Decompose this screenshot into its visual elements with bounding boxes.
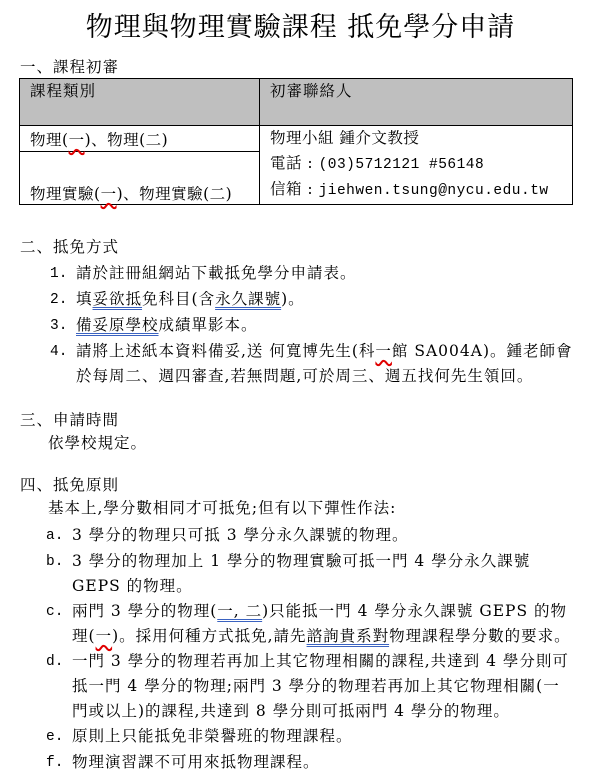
email-value: jiehwen.tsung@nycu.edu.tw: [318, 183, 549, 199]
list-marker: e.: [46, 728, 64, 745]
contact-name: 物理小組 鍾介文教授: [270, 129, 420, 147]
section1-heading: 一、課程初審: [20, 58, 120, 76]
list-marker: a.: [46, 527, 64, 544]
list-marker: d.: [46, 653, 64, 670]
grammar-underline: 妥欲抵: [92, 289, 143, 308]
page-title: 物理與物理實驗課程 抵免學分申請: [85, 12, 516, 43]
cell-lab-courses: [20, 152, 260, 204]
section4-intro: 基本上,學分數相同才可抵免;但有以下彈性作法:: [48, 498, 397, 517]
text-run: 成績單影本。: [158, 315, 258, 334]
spellcheck-underline: 一: [375, 341, 392, 360]
text-run: 請將上述紙本資料備妥,送 何寬博先生(科: [76, 341, 376, 360]
list-item-text: 原則上只能抵免非榮譽班的物理課程。: [72, 726, 353, 745]
table-header-contact: 初審聯絡人: [260, 79, 573, 126]
grammar-underline: 諮詢貴系對: [306, 626, 390, 645]
text-run: )只能抵一門 4 學分永久課號 GEPS 的物理(: [72, 601, 567, 645]
text-run: )。採用何種方式抵免,請先: [112, 626, 307, 645]
grammar-underline: 永久課號: [215, 289, 282, 308]
list-item: [46, 750, 601, 776]
cell-physics-courses: [20, 126, 260, 152]
phone-value: (03)5712121 #56148: [318, 156, 485, 173]
list-marker: 1.: [50, 265, 68, 282]
list-item-text: [76, 287, 578, 313]
waiver-steps-list: [50, 261, 601, 389]
section2-heading: 二、抵免方式: [20, 237, 120, 256]
table-header-row: [20, 79, 573, 126]
list-item: [50, 287, 601, 313]
cell-text: )、物理實驗(二): [116, 184, 233, 203]
spellcheck-underline: 一: [68, 130, 85, 149]
table-row-physics: [20, 126, 573, 152]
section3-body: 依學校規定。: [48, 433, 148, 452]
list-item: [46, 549, 601, 599]
initial-review-table: [19, 78, 573, 205]
list-marker: 2.: [50, 291, 68, 308]
text-run: 兩門 3 學分的物理(: [72, 601, 218, 620]
list-item: [46, 599, 601, 649]
list-marker: b.: [46, 553, 64, 570]
contact-email: [270, 177, 562, 204]
cell-text: 物理(: [30, 130, 69, 149]
section4-heading: 四、抵免原則: [20, 475, 120, 494]
email-label: 信箱 :: [270, 180, 319, 198]
list-item-text: [76, 339, 578, 389]
list-item-text: [76, 313, 578, 339]
text-run: )。: [281, 289, 305, 308]
list-marker: 3.: [50, 317, 68, 334]
list-item-text: 3 學分的物理只可抵 3 學分永久課號的物理。: [72, 525, 409, 544]
list-item: [50, 313, 601, 339]
grammar-underline: 一, 二: [217, 601, 263, 620]
list-item-text: [72, 599, 574, 649]
list-marker: c.: [46, 603, 64, 620]
grammar-underline: 備妥原學校: [76, 315, 159, 334]
contact-phone: [270, 151, 562, 178]
spellcheck-underline: 一: [100, 184, 117, 203]
text-run: 物理課程學分數的要求。: [389, 626, 571, 645]
list-item-text: 一門 3 學分的物理若再加上其它物理相關的課程,共達到 4 學分則可抵一門 4 學分的物理;兩門 3 學分的物理若再加上其它物理相關(一門或以上)的課程,共達到 8 學分則可抵兩門 4 學分的物理。: [72, 651, 569, 720]
list-item-text: 請於註冊組網站下載抵免學分申請表。: [76, 263, 357, 282]
list-item: [46, 649, 601, 724]
list-item: [50, 339, 601, 389]
cell-contact-info: [260, 126, 573, 205]
cell-text: 物理實驗(: [30, 184, 101, 203]
list-item: [46, 724, 601, 750]
text-run: 填: [76, 289, 93, 308]
list-item: [50, 261, 601, 287]
phone-label: 電話 :: [270, 153, 319, 172]
list-item-text: 物理演習課不可用來抵物理課程。: [72, 752, 320, 771]
table-header-course-type: 課程類別: [20, 79, 260, 126]
section3-heading: 三、申請時間: [20, 410, 120, 429]
text-run: 免科目(含: [142, 289, 216, 308]
list-item: [46, 523, 601, 549]
waiver-rules-list: [46, 523, 601, 776]
list-item-text: 3 學分的物理加上 1 學分的物理實驗可抵一門 4 學分永久課號 GEPS 的物理。: [72, 551, 531, 595]
cell-text: )、物理(二): [84, 130, 169, 149]
list-marker: 4.: [50, 343, 68, 360]
list-marker: f.: [46, 754, 64, 771]
spellcheck-underline: 一: [95, 626, 113, 645]
text-run: 館 SA004A)。鍾老師會於每周二、週四審查,若無問題,可於周三、週五找何先生領回。: [76, 341, 573, 385]
